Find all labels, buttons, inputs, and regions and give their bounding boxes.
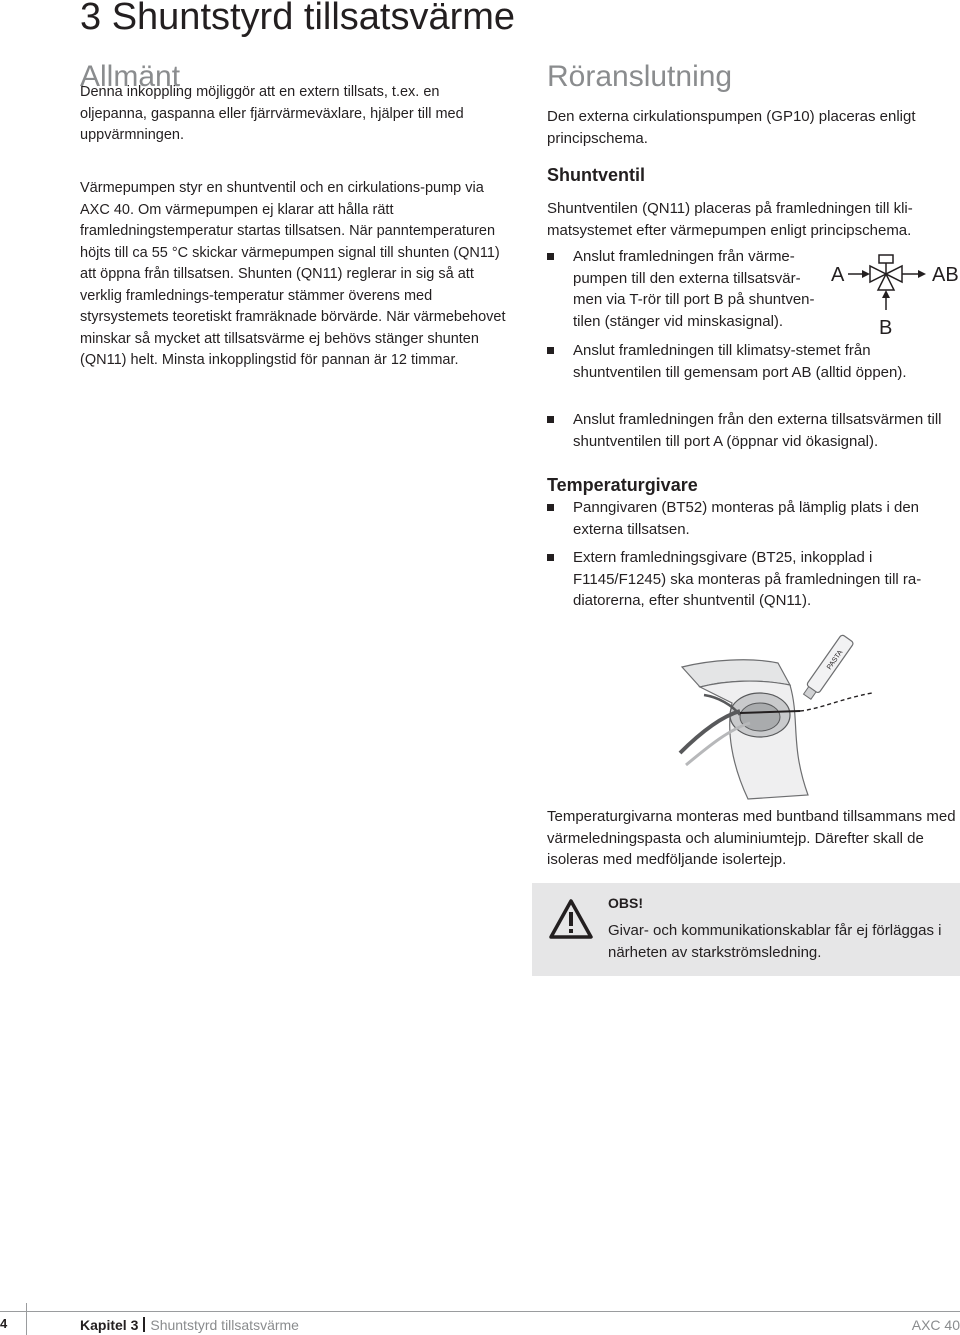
section-heading-roranslutning: Röranslutning — [547, 60, 733, 93]
temp-bullet-1 — [547, 497, 960, 540]
obs-notice-box — [532, 883, 960, 976]
bullet-square-icon — [547, 504, 554, 511]
warning-triangle-icon — [549, 899, 593, 939]
allmant-paragraph-2: Värmepumpen styr en shuntventil och en cirkulations-pump via AXC 40. Om värmepumpen ej klarar att hålla rätt framledningstemperatur startas tillsatsen. När panntemperaturen höjts till ca 55 °C skickar värmepumpen signal till shunten (QN11) att öppna från tillsatsen. Shunten (QN11) reglerar in sig så att verklig framlednings-temperatur stämmer överens med styrsystemets teoretiskt framräknade börvärde. När värmebehovet minskar så mycket att tillsatsvärme ej behövs stänger shunten (QN11) helt. Minsta inkopplingstid för pannan är 12 timmar. — [80, 180, 506, 368]
pipe-inner — [740, 703, 780, 731]
temp-bullet-2-text: Extern framledningsgivare (BT25, inkopplad i F1145/F1245) ska monteras på framledningen till ra-diatorerna, efter shuntventil (QN11). — [573, 549, 922, 609]
paste-tube-label: PASTA — [826, 649, 845, 672]
temp-bullet-1-text: Panngivaren (BT52) monteras på lämplig plats i den externa tillsatsen. — [573, 499, 920, 538]
notice-title: OBS! — [608, 895, 643, 911]
sensor-caption: Temperaturgivarna monteras med buntband tillsammans med värmeledningspasta och aluminiumtejp. Därefter skall de isoleras med medföljande isolertejp. — [547, 808, 956, 868]
actuator-box — [879, 255, 893, 263]
page-number-divider — [26, 1303, 27, 1335]
bullet-square-icon — [547, 416, 554, 423]
shuntventil-text: Shuntventilen (QN11) placeras på framledningen till kli-matsystemet efter värmepumpen enligt principschema. — [547, 200, 913, 239]
subheading-shuntventil: Shuntventil — [547, 165, 645, 185]
shunt-bullet-2-text: Anslut framledningen till klimatsy-stemet från shuntventilen till gemensam port AB (alltid öppen). — [573, 342, 907, 381]
bullet-square-icon — [547, 347, 554, 354]
footer-chapter-label: Kapitel 3 — [80, 1317, 139, 1333]
port-b-arrow-icon — [882, 290, 890, 298]
port-b-label: B — [879, 317, 893, 339]
port-a-arrow-icon — [862, 270, 870, 278]
roranslutning-intro: Den externa cirkulationspumpen (GP10) placeras enligt principschema. — [547, 108, 916, 147]
port-ab-label: AB — [932, 264, 959, 286]
shunt-bullet-3 — [547, 409, 960, 452]
shunt-valve-diagram — [826, 254, 960, 340]
bullet-square-icon — [547, 554, 554, 561]
page-number: 4 — [0, 1316, 8, 1331]
shunt-bullet-3-text: Anslut framledningen från den externa tillsatsvärmen till shuntventilen till port A (öppnar vid ökasignal). — [573, 411, 942, 450]
subheading-temperaturgivare: Temperaturgivare — [547, 475, 698, 495]
notice-text: Givar- och kommunikationskablar får ej förläggas i närheten av starkströmsledning. — [608, 922, 942, 961]
port-a-label: A — [831, 264, 845, 286]
temp-bullet-2 — [547, 547, 960, 612]
port-ab-arrow-icon — [918, 270, 926, 278]
footer-rule — [0, 1311, 960, 1312]
allmant-paragraph-1: Denna inkoppling möjliggör att en extern tillsats, t.ex. en oljepanna, gaspanna eller fjärrvärmeväxlare, hjälper till med uppvärmningen. — [80, 84, 464, 143]
footer-product: AXC 40 — [911, 1317, 960, 1333]
shunt-bullet-2 — [547, 340, 960, 383]
section-heading-allmant: Allmänt — [80, 60, 181, 93]
sensor-mounting-illustration — [640, 625, 880, 800]
shunt-bullet-1-text: Anslut framledningen från värme-pumpen till den externa tillsatsvär-men via T-rör till port B på shuntven-tilen (stänger vid minskasignal). — [573, 248, 815, 330]
footer-separator — [143, 1317, 145, 1332]
chapter-title: 3 Shuntstyrd tillsatsvärme — [80, 0, 516, 38]
bullet-square-icon — [547, 253, 554, 260]
shunt-bullet-1 — [547, 246, 828, 332]
footer-chapter — [80, 1317, 299, 1333]
footer-chapter-title: Shuntstyrd tillsatsvärme — [150, 1317, 299, 1333]
